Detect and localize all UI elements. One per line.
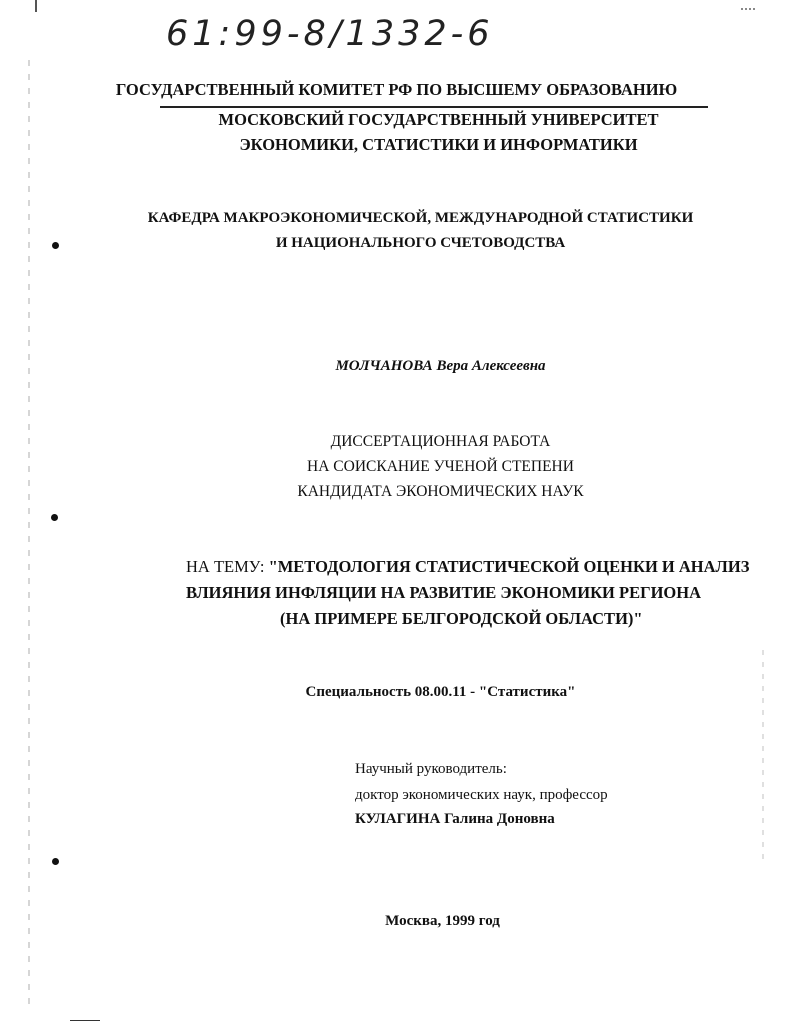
punch-hole-icon [51, 514, 58, 521]
specialty: Специальность 08.00.11 - "Статистика" [305, 684, 576, 700]
topic-title-start: "МЕТОДОЛОГИЯ СТАТИСТИЧЕСКОЙ ОЦЕНКИ И АНАЛИЗ [268, 557, 750, 576]
scan-edge-right [762, 650, 764, 860]
scan-bottom-dash [70, 1020, 100, 1021]
university-name-line2: ЭКОНОМИКИ, СТАТИСТИКИ И ИНФОРМАТИКИ [239, 135, 638, 154]
author-surname: МОЛЧАНОВА [335, 358, 433, 374]
author-name [44, 358, 793, 375]
advisor-degree: доктор экономических наук, профессор [355, 787, 608, 803]
advisor-name: КУЛАГИНА Галина Доновна [355, 811, 555, 827]
scan-edge-left [28, 60, 30, 1010]
author-given-names: Вера Алексеевна [436, 358, 546, 374]
work-type-line1: ДИССЕРТАЦИОННАЯ РАБОТА [330, 433, 551, 450]
advisor-label: Научный руководитель: [355, 761, 507, 777]
place-and-year: Москва, 1999 год [385, 913, 500, 929]
topic-prefix: НА ТЕМУ: [186, 557, 269, 576]
topic-line2: ВЛИЯНИЯ ИНФЛЯЦИИ НА РАЗВИТИЕ ЭКОНОМИКИ РЕГИОНА [186, 583, 702, 602]
department-line1: КАФЕДРА МАКРОЭКОНОМИЧЕСКОЙ, МЕЖДУНАРОДНОЙ СТАТИСТИКИ [147, 210, 694, 226]
topic-line1 [186, 557, 749, 577]
scan-top-mark [35, 0, 47, 12]
punch-hole-icon [52, 858, 59, 865]
header-divider [160, 106, 708, 108]
scan-corner-mark [741, 8, 755, 14]
work-type-line3: КАНДИДАТА ЭКОНОМИЧЕСКИХ НАУК [297, 483, 584, 500]
committee-heading: ГОСУДАРСТВЕННЫЙ КОМИТЕТ РФ ПО ВЫСШЕМУ ОБРАЗОВАНИЮ [115, 80, 678, 99]
department-line2: И НАЦИОНАЛЬНОГО СЧЕТОВОДСТВА [275, 235, 566, 251]
university-name-line1: МОСКОВСКИЙ ГОСУДАРСТВЕННЫЙ УНИВЕРСИТЕТ [218, 110, 659, 129]
topic-line3: (НА ПРИМЕРЕ БЕЛГОРОДСКОЙ ОБЛАСТИ)" [280, 609, 643, 628]
handwritten-archive-number: 61:99-8/1332-6 [166, 14, 494, 54]
work-type-line2: НА СОИСКАНИЕ УЧЕНОЙ СТЕПЕНИ [307, 458, 574, 475]
